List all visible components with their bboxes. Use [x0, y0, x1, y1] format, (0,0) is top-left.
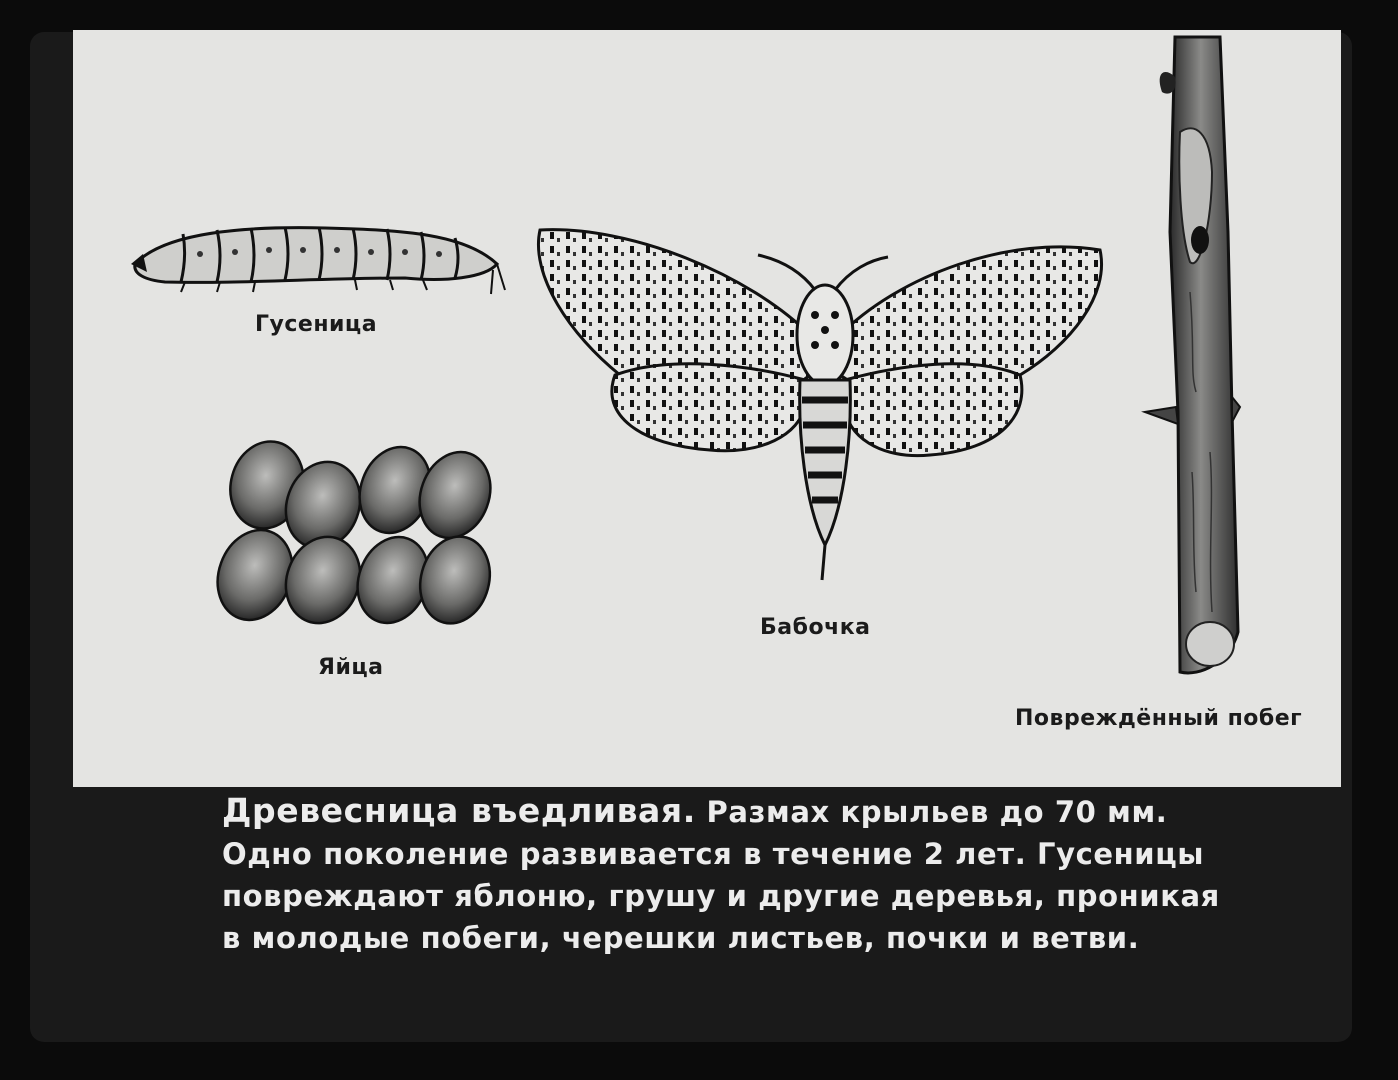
left-hindwing — [612, 364, 805, 451]
caption-block — [222, 790, 1222, 959]
shoot-label: Повреждённый побег — [1015, 706, 1303, 731]
moth-antenna-right — [835, 257, 888, 290]
wingspan-text: Размах крыльев до 70 мм. — [706, 795, 1168, 829]
eggs-label: Яйца — [318, 655, 384, 680]
eggs-illustration — [205, 440, 505, 640]
moth-abdomen — [800, 380, 851, 545]
right-hindwing — [845, 364, 1022, 456]
caterpillar-illustration — [125, 212, 510, 302]
damaged-shoot-illustration — [1140, 32, 1250, 682]
caterpillar-label: Гусеница — [255, 312, 378, 337]
species-title: Древесница въедливая. — [222, 791, 696, 830]
caption-line-2: Одно поколение развивается в течение 2 лет. Гусеницы — [222, 837, 1205, 871]
caption-line-4: в молодые побеги, черешки листьев, почки и ветви. — [222, 921, 1140, 955]
moth-antenna-left — [758, 255, 815, 290]
caption-line-1 — [222, 790, 1222, 833]
moth-label: Бабочка — [760, 615, 871, 640]
moth-illustration — [530, 215, 1115, 585]
caption-line-3: повреждают яблоню, грушу и другие деревья, проникая — [222, 879, 1220, 913]
moth-thorax — [797, 285, 853, 385]
